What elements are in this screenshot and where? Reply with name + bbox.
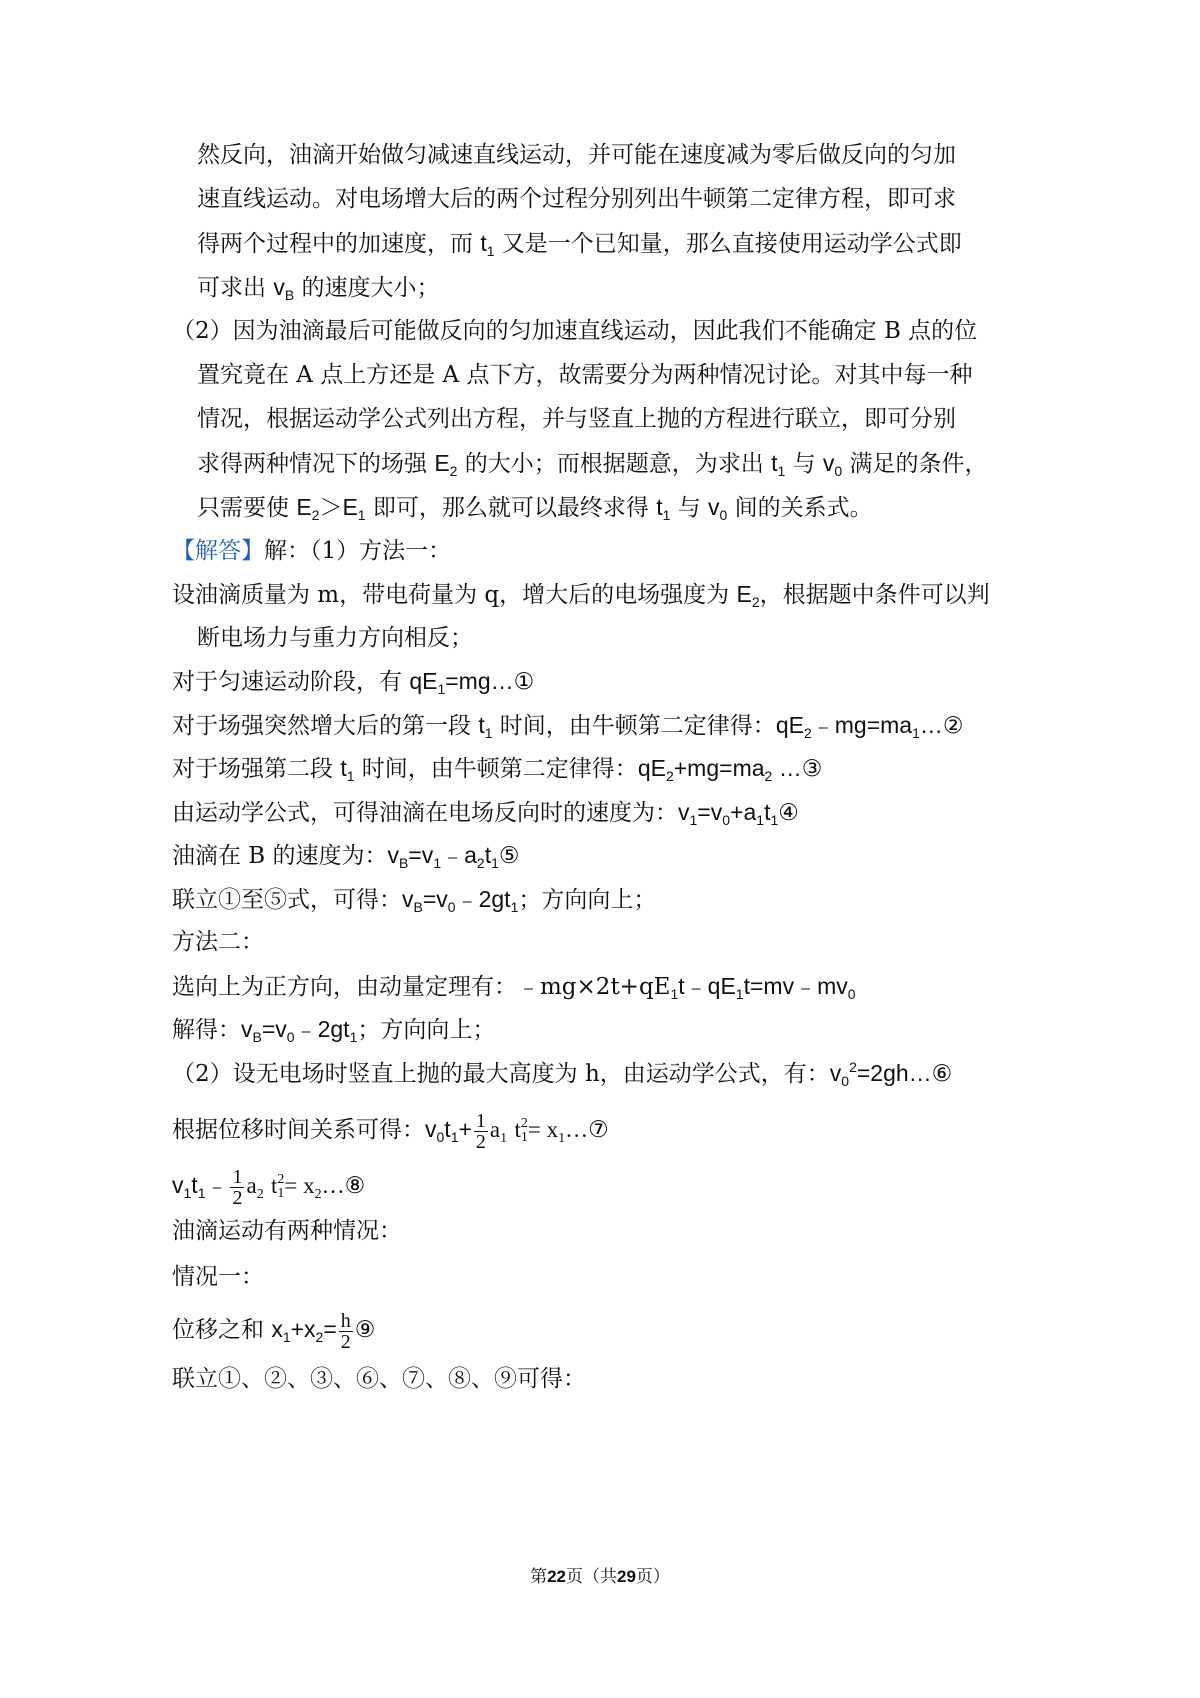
analysis-line-4: 可求出 $v_B$ 的速度大小； <box>197 274 440 303</box>
equation-6: （2）设无电场时竖直上抛的最大高度为 h，由运动学公式，有：$v_0^2=2gh\dots ⑥$ <box>172 1059 953 1089</box>
analysis-line-7: 情况，根据运动学公式列出方程，并与竖直上抛的方程进行联立，即可分别 <box>197 406 956 432</box>
analysis-line-9: 只需要使 $E_2>E_1$ 即可，那么就可以最终求得 $t_1$ 与 $v_0$ 间的关系式。 <box>197 494 873 523</box>
equation-3: 对于场强第二段 $t_1$ 时间，由牛顿第二定律得：$qE_2+mg=ma_2$ …③ <box>172 755 823 784</box>
case-one-heading: 情况一： <box>172 1264 264 1290</box>
fraction-half: $\frac{1}{2}$ <box>475 1109 486 1153</box>
page-total: 29 <box>617 1567 636 1586</box>
answer-line-2: 设油滴质量为 m，带电荷量为 q，增大后的电场强度为 $E_2$，根据题中条件可以判 <box>172 581 990 610</box>
equation-1: 对于匀速运动阶段，有 $qE_1=mg\dots ①$ <box>172 668 535 697</box>
cases-intro: 油滴运动有两种情况： <box>172 1218 402 1244</box>
page-footer: 第22页（共29页） <box>530 1567 670 1587</box>
method-two-heading: 方法二： <box>172 929 264 955</box>
momentum-equation: 选向上为正方向，由动量定理有：$﹣mg\times 2t+qE_1t﹣qE_1t=mv﹣mv_0$ <box>172 973 856 1002</box>
analysis-line-2: 速直线运动。对电场增大后的两个过程分别列出牛顿第二定律方程，即可求 <box>197 186 956 212</box>
result-2: 解得：$v_B=v_0﹣2gt_1$；方向向上； <box>172 1016 496 1045</box>
analysis-line-6: 置究竟在 A 点上方还是 A 点下方，故需要分为两种情况讨论。对其中每一种 <box>197 362 973 388</box>
equation-4: 由运动学公式，可得油滴在电场反向时的速度为：$v_1=v_0+a_1t_1④$ <box>172 799 799 828</box>
equation-5: 油滴在 B 的速度为：$v_B=v_1﹣a_2t_1⑤$ <box>172 842 520 871</box>
answer-tag: 【解答】 <box>172 538 264 564</box>
answer-heading: 【解答】解：（1）方法一： <box>172 538 452 564</box>
analysis-line-1: 然反向，油滴开始做匀减速直线运动，并可能在速度减为零后做反向的匀加 <box>197 142 956 168</box>
answer-line-3: 断电场力与重力方向相反； <box>197 625 473 651</box>
equation-8: $v_1t_1﹣$ $\frac{1}{2}$ $a_2$ t 2 1 = $x_2\dots ⑧$ <box>172 1165 366 1209</box>
analysis-line-8: 求得两种情况下的场强 $E_2$ 的大小；而根据题意，为求出 $t_1$ 与 $v_0$ 满足的条件， <box>197 450 988 479</box>
equation-2: 对于场强突然增大后的第一段 $t_1$ 时间，由牛顿第二定律得：$qE_2﹣mg=ma_1\dots ②$ <box>172 712 964 741</box>
equation-7: 根据位移时间关系可得：$v_0t_1+$ $\frac{1}{2}$ $a_1$ t 2 1 = $x_1\dots ⑦$ <box>172 1109 609 1153</box>
combine-line: 联立①、②、③、⑥、⑦、⑧、⑨可得： <box>172 1366 586 1392</box>
analysis-line-5: （2）因为油滴最后可能做反向的匀加速直线运动，因此我们不能确定 B 点的位 <box>172 318 978 344</box>
page-number: 22 <box>547 1567 566 1586</box>
result-1: 联立①至⑤式，可得：$v_B=v_0﹣2gt_1$；方向向上； <box>172 886 657 915</box>
fraction-half: $\frac{1}{2}$ <box>232 1165 243 1209</box>
equation-9: 位移之和 $x_1+x_2=$ $\frac{h}{2}$ ⑨ <box>172 1309 376 1353</box>
analysis-line-3: 得两个过程中的加速度，而 $t_1$ 又是一个已知量，那么直接使用运动学公式即 <box>197 230 962 259</box>
fraction-h-half: $\frac{h}{2}$ <box>340 1309 351 1353</box>
